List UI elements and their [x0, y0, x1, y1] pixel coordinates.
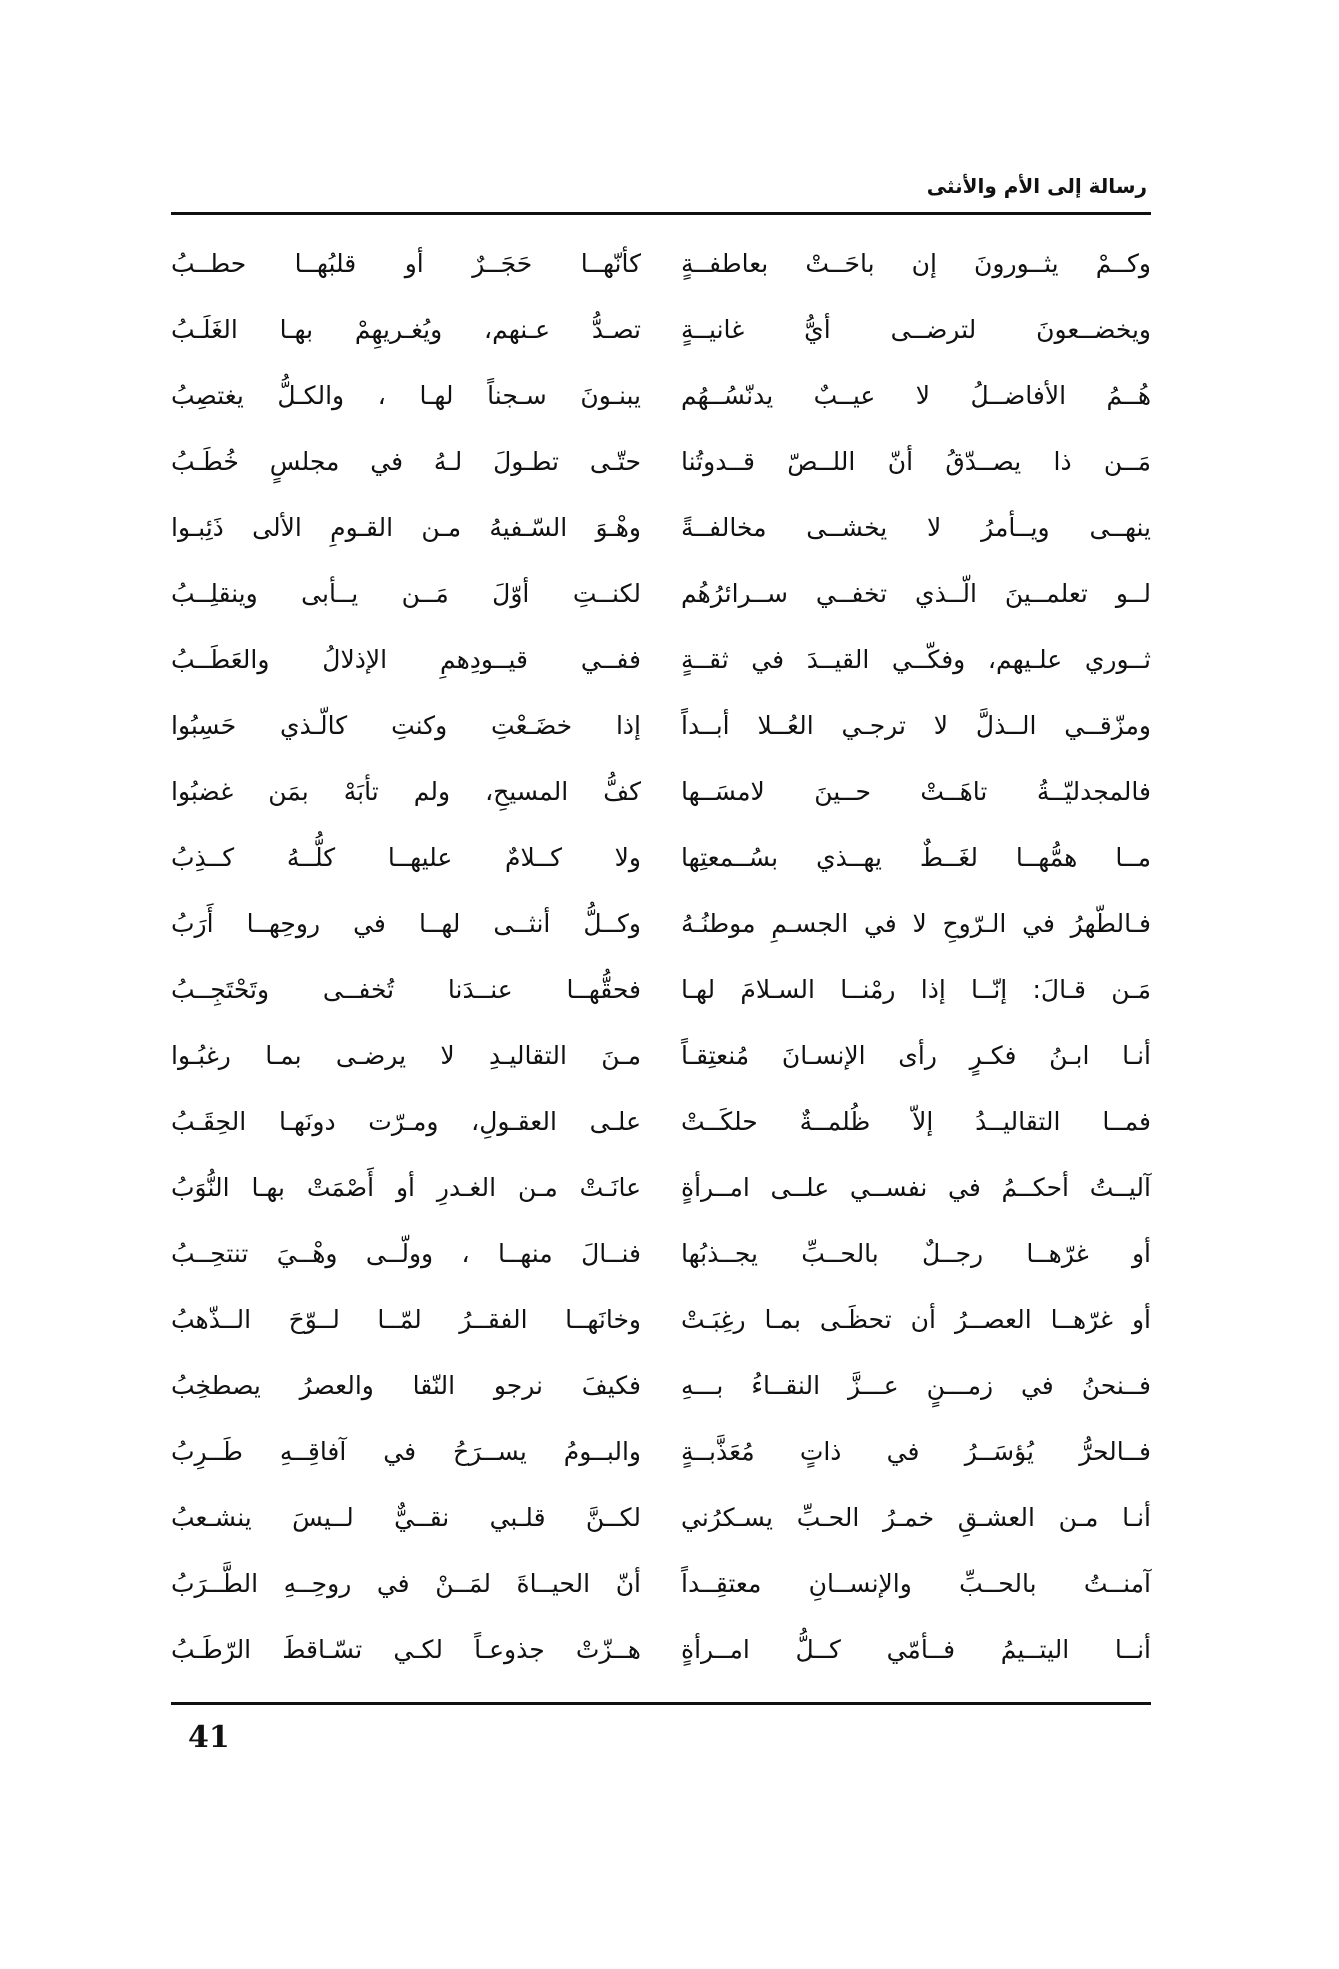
footer-rule	[171, 1702, 1151, 1705]
verse	[171, 760, 1151, 826]
verse-second-hemistich: فحقُّهــا عنــدَنا تُخفــى وتَحْتَجِــبُ	[171, 975, 641, 1004]
verse-first-hemistich: لــو تعلمــينَ الّــذي تخفــي ســرائرُهُم	[681, 579, 1151, 608]
verse	[171, 1222, 1151, 1288]
verse	[171, 1486, 1151, 1552]
verse	[171, 826, 1151, 892]
verse-first-hemistich: ومزّقــي الــذلَّ لا ترجـي العُــلا أبــداً	[681, 711, 1151, 740]
verse-second-hemistich: والبــومُ يســرَحُ في آفاقِــهِ طَــرِبُ	[171, 1437, 641, 1466]
header-rule	[171, 212, 1151, 215]
verse	[171, 1156, 1151, 1222]
verse-second-hemistich: فنــالَ منهــا ، وولّــى وهْــيَ تنتحِــبُ	[171, 1239, 641, 1268]
verse-first-hemistich: فـالطّهرُ في الـرّوحِ لا في الجسـمِ موطنُـهُ	[681, 909, 1151, 938]
verse-first-hemistich: آليــتُ أحكــمُ في نفســي علــى امــرأةٍ	[681, 1173, 1151, 1202]
verse-second-hemistich: ولا كــلامٌ عليهــا كلُّــهُ كــذِبُ	[171, 843, 641, 872]
verse	[171, 1618, 1151, 1684]
verse-second-hemistich: يبنـونَ سـجناً لهـا ، والكـلُّ يغتصِبُ	[171, 381, 641, 410]
verse	[171, 430, 1151, 496]
verse	[171, 496, 1151, 562]
verse	[171, 892, 1151, 958]
verse-first-hemistich: أنــا اليتــيمُ فــأمّي كــلُّ امــرأةٍ	[681, 1635, 1151, 1664]
verse-first-hemistich: ثــوري علـيهم، وفكّــي القيــدَ في ثقــةٍ	[681, 645, 1151, 674]
verse-first-hemistich: فمــا التقاليــدُ إلاّ ظُلمــةٌ حلكَــتْ	[681, 1107, 1151, 1136]
verse-second-hemistich: لكنــتِ أوّلَ مَــن يــأبى وينقلِــبُ	[171, 579, 641, 608]
verse-first-hemistich: أو غرّهــا العصــرُ أن تحظَـى بمـا رغِبَـتْ	[681, 1305, 1151, 1334]
verse	[171, 364, 1151, 430]
verse	[171, 1354, 1151, 1420]
verse-first-hemistich: فالمجدليّــةُ تاهَــتْ حــينَ لامسَــها	[681, 777, 1151, 806]
verse	[171, 1552, 1151, 1618]
verse-second-hemistich: إذا خضَـعْتِ وكنتِ كالّـذي حَسِبُوا	[171, 711, 641, 740]
verse-second-hemistich: علـى العقـولِ، ومـرّت دونَهـا الحِقَـبُ	[171, 1107, 641, 1136]
verse-second-hemistich: هــزّتْ جذوعـاً لكـي تسّـاقطَ الرّطَـبُ	[171, 1635, 641, 1664]
verse-second-hemistich: وكــلُّ أنثــى لهــا في روحِهــا أَرَبُ	[171, 909, 641, 938]
verse-first-hemistich: أو غرّهــا رجــلٌ بالحــبِّ يجــذبُها	[681, 1239, 1151, 1268]
verse-first-hemistich: مــا همُّهــا لغَــطٌ يهــذي بسُــمعتِها	[681, 843, 1151, 872]
verse-second-hemistich: تصـدُّ عـنهم، ويُغـريهِمْ بهـا الغَلَـبُ	[171, 315, 641, 344]
verse	[171, 562, 1151, 628]
verse-second-hemistich: فكيفَ نرجو النّقا والعصرُ يصطخِبُ	[171, 1371, 641, 1400]
verse	[171, 628, 1151, 694]
verse	[171, 1024, 1151, 1090]
verse-second-hemistich: أنّ الحيــاةَ لمَــنْ في روحِــهِ الطَّــرَبُ	[171, 1569, 641, 1598]
running-header: رسالة إلى الأم والأنثى	[926, 174, 1147, 198]
poem	[171, 232, 1151, 1684]
verse-first-hemistich: فــنحنُ في زمـــنٍ عـــزَّ النقــاءُ بـــهِ	[681, 1371, 1151, 1400]
verse	[171, 1288, 1151, 1354]
verse-second-hemistich: لكــنَّ قلـبي نقــيٌّ لــيسَ ينشـعبُ	[171, 1503, 641, 1532]
verse-first-hemistich: ويخضــعونَ لترضــى أيُّ غانيــةٍ	[681, 315, 1151, 344]
verse-first-hemistich: أنـا مـن العشـقِ خمـرُ الحـبِّ يسـكرُني	[681, 1503, 1151, 1532]
verse-first-hemistich: ينهــى ويــأمرُ لا يخشــى مخالفــةً	[681, 513, 1151, 542]
verse-second-hemistich: كفُّ المسيحِ، ولم تأبَهْ بمَن غضبُوا	[171, 777, 641, 806]
verse	[171, 298, 1151, 364]
verse-first-hemistich: أنـا ابـنُ فكـرٍ رأى الإنسـانَ مُنعتِقـاً	[681, 1041, 1151, 1070]
verse-first-hemistich: مَـن قـالَ: إنّــا إذا رمْنــا السـلامَ لهـا	[681, 975, 1151, 1004]
verse-second-hemistich: وهْـوَ السّـفيهُ مـن القـومِ الألى ذَئِبـوا	[171, 513, 641, 542]
verse-first-hemistich: آمنــتُ بالحــبِّ والإنســانِ معتقِــداً	[681, 1569, 1151, 1598]
page-number: 41	[188, 1720, 230, 1755]
verse-second-hemistich: حتّـى تطـولَ لـهُ في مجلسٍ خُطَـبُ	[171, 447, 641, 476]
verse-second-hemistich: عانَـتْ مـن الغـدرِ أو أَصْمَتْ بهـا النُّوَبُ	[171, 1173, 641, 1202]
verse	[171, 694, 1151, 760]
verse-first-hemistich: مَــن ذا يصــدّقُ أنّ اللــصّ قــدوتُنا	[681, 447, 1151, 476]
verse	[171, 958, 1151, 1024]
verse-first-hemistich: فــالحرُّ يُؤسَــرُ في ذاتٍ مُعَذَّبــةٍ	[681, 1437, 1151, 1466]
verse-second-hemistich: ففــي قيــودِهمِ الإذلالُ والعَطَــبُ	[171, 645, 641, 674]
verse-first-hemistich: هُــمُ الأفاضــلُ لا عيــبٌ يدنّسُــهُم	[681, 381, 1151, 410]
verse	[171, 1090, 1151, 1156]
verse	[171, 1420, 1151, 1486]
verse-second-hemistich: وخانَهــا الفقــرُ لمّــا لــوّحَ الــذّهبُ	[171, 1305, 641, 1334]
verse-first-hemistich: وكــمْ يثــورونَ إن باحَــتْ بعاطفــةٍ	[681, 249, 1151, 278]
verse-second-hemistich: مـنَ التقاليـدِ لا يرضـى بمـا رغبُـوا	[171, 1041, 641, 1070]
verse-second-hemistich: كأنّهــا حَجَــرٌ أو قلبُهــا حطــبُ	[171, 249, 641, 278]
verse	[171, 232, 1151, 298]
